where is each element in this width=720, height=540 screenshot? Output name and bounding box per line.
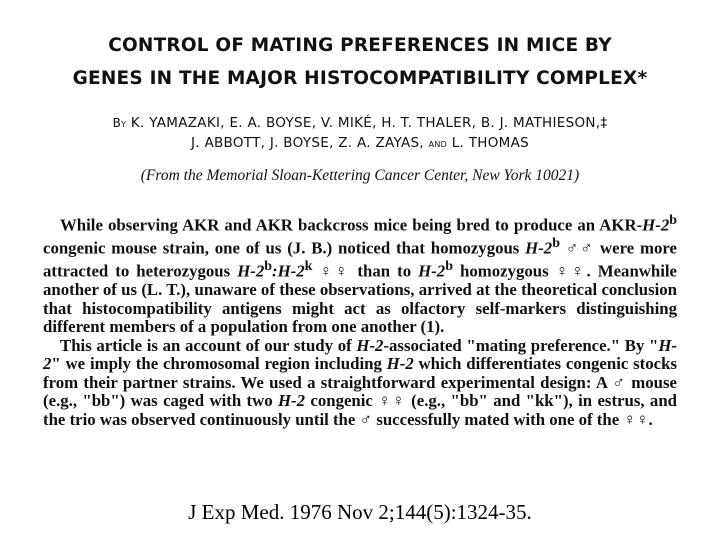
p2-gene-4: H-2 xyxy=(278,391,306,411)
article-body xyxy=(43,212,677,429)
journal-citation: J Exp Med. 1976 Nov 2;144(5):1324-35. xyxy=(188,500,532,524)
authors-text-2a: J. ABBOTT, J. BOYSE, Z. A. ZAYAS, xyxy=(191,135,424,151)
author-line-1 xyxy=(40,117,680,131)
p2-gene-3: H-2 xyxy=(386,354,414,374)
p2-text-3: " we imply the chromosomal region including xyxy=(51,354,387,374)
p1-gene-4: H-2 xyxy=(418,261,446,281)
p1-females: ♀♀ xyxy=(312,261,351,281)
article-title-line-1: CONTROL OF MATING PREFERENCES IN MICE BY xyxy=(108,35,612,56)
p1-text-1: While observing AKR and AKR backcross mice being bred to produce an AKR- xyxy=(60,215,643,235)
authors-text-1: K. YAMAZAKI, E. A. BOYSE, V. MIKÉ, H. T. THALER, B. J. MATHIESON,‡ xyxy=(130,115,608,131)
p1-gene-1: H-2 xyxy=(642,215,670,235)
affiliation: (From the Memorial Sloan-Kettering Cancer Center, New York 10021) xyxy=(140,167,580,184)
p1-gene-3a: H-2 xyxy=(237,261,265,281)
p1-text-4: than to xyxy=(350,261,419,281)
p1-text-5: homozygous ♀♀. Meanwhile another of us (L. T.), unaware of these observations, arrived at the theoretical conclusion that histocompatibility antigens might act as olfactory self-markers distinguishing different members of a population from one another (1). xyxy=(43,261,677,337)
p2-gene-1: H-2 xyxy=(356,335,384,355)
article-title-line-2: GENES IN THE MAJOR HISTOCOMPATIBILITY COMPLEX* xyxy=(72,68,648,89)
p1-gene-2: H-2 xyxy=(525,238,553,258)
p1-text-3: were more attracted to heterozygous xyxy=(43,238,677,281)
paragraph-2 xyxy=(43,337,677,430)
by-label: By xyxy=(112,116,127,130)
and-label: and xyxy=(428,136,448,150)
p2-text-5: congenic ♀♀ (e.g., "bb" and "kk"), in estrus, and the trio was observed continuously until the ♂ successfully mated with one of the ♀♀. xyxy=(43,391,677,429)
p1-males: ♂♂ xyxy=(559,238,595,258)
p1-sup-2: b xyxy=(552,236,560,252)
authors-text-2b: L. THOMAS xyxy=(451,135,529,151)
paragraph-1 xyxy=(43,212,677,337)
p2-text-1: This article is an account of our study of xyxy=(60,335,357,355)
p1-sup-3: b xyxy=(264,259,273,275)
p1-gene-3b: :H-2 xyxy=(272,261,305,281)
p1-sup-k: k xyxy=(304,259,313,275)
p2-gene-2: H-2 xyxy=(43,335,677,374)
p1-sup-1: b xyxy=(669,213,677,228)
author-line-2 xyxy=(40,137,680,151)
p1-text-2: congenic mouse strain, one of us (J. B.) noticed that homozygous xyxy=(43,238,526,258)
p2-text-2: -associated "mating preference." By " xyxy=(383,335,659,355)
p2-text-4: which differentiates congenic stocks from their partner strains. We used a straightforward experimental design: A ♂ mouse (e.g., "bb") was caged with two xyxy=(43,354,677,411)
p1-sup-4: b xyxy=(445,259,453,275)
